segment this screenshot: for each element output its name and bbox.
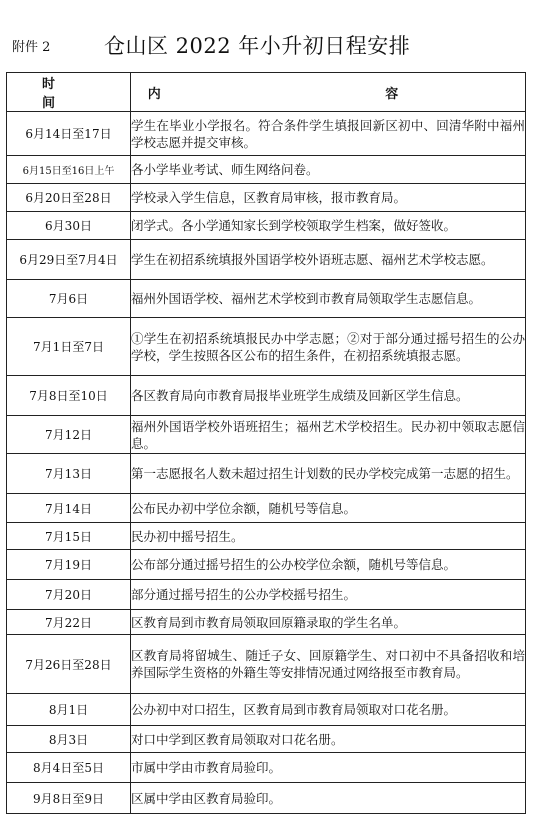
table-row [7, 783, 526, 814]
time-cell: 6月30日 [7, 212, 131, 240]
time-cell: 8月1日 [7, 694, 131, 726]
attachment-label: 附件 2 [12, 40, 51, 55]
content-cell: 福州外国语学校外语班招生；福州艺术学校招生。民办初中领取志愿信息。 [131, 416, 526, 454]
content-column-header: 内 容 [131, 73, 526, 112]
table-row [7, 550, 526, 580]
time-cell: 7月8日至10日 [7, 376, 131, 416]
table-row [7, 112, 526, 156]
table-row [7, 726, 526, 753]
content-cell: 对口中学到区教育局领取对口花名册。 [131, 726, 526, 753]
time-cell: 7月6日 [7, 280, 131, 318]
time-cell: 7月20日 [7, 580, 131, 610]
content-cell: 公布民办初中学位余额，随机号等信息。 [131, 494, 526, 523]
table-row [7, 376, 526, 416]
table-row [7, 494, 526, 523]
time-cell: 6月20日至28日 [7, 184, 131, 212]
table-row [7, 212, 526, 240]
time-cell: 8月3日 [7, 726, 131, 753]
table-row [7, 318, 526, 376]
content-cell: 各小学毕业考试、师生网络问卷。 [131, 156, 526, 184]
content-cell: 公办初中对口招生，区教育局到市教育局领取对口花名册。 [131, 694, 526, 726]
content-cell: ①学生在初招系统填报民办中学志愿；②对于部分通过摇号招生的公办学校，学生按照各区公布的招生条件，在初招系统填报志愿。 [131, 318, 526, 376]
content-cell: 第一志愿报名人数未超过招生计划数的民办学校完成第一志愿的招生。 [131, 454, 526, 494]
table-row [7, 753, 526, 783]
time-cell: 7月12日 [7, 416, 131, 454]
schedule-table [6, 72, 526, 814]
content-cell: 学生在毕业小学报名。符合条件学生填报回新区初中、回清华附中福州学校志愿并提交审核。 [131, 112, 526, 156]
content-cell: 各区教育局向市教育局报毕业班学生成绩及回新区学生信息。 [131, 376, 526, 416]
time-cell: 7月26日至28日 [7, 635, 131, 694]
table-row [7, 635, 526, 694]
content-cell: 区教育局到市教育局领取回原籍录取的学生名单。 [131, 610, 526, 635]
time-cell: 7月13日 [7, 454, 131, 494]
table-header-row [7, 73, 526, 112]
time-cell: 8月4日至5日 [7, 753, 131, 783]
time-cell: 6月14日至17日 [7, 112, 131, 156]
content-cell: 区教育局将留城生、随迁子女、回原籍学生、对口初中不具备招收和培养国际学生资格的外籍生等安排情况通过网络报至市教育局。 [131, 635, 526, 694]
table-row [7, 523, 526, 550]
time-cell: 7月15日 [7, 523, 131, 550]
table-row [7, 280, 526, 318]
content-cell: 公布部分通过摇号招生的公办校学位余额，随机号等信息。 [131, 550, 526, 580]
table-row [7, 454, 526, 494]
document-header [0, 0, 534, 72]
content-cell: 部分通过摇号招生的公办学校摇号招生。 [131, 580, 526, 610]
table-row [7, 416, 526, 454]
time-cell: 7月19日 [7, 550, 131, 580]
page-title: 仓山区 2022 年小升初日程安排 [104, 34, 411, 58]
table-row [7, 610, 526, 635]
table-row [7, 694, 526, 726]
content-cell: 学校录入学生信息，区教育局审核，报市教育局。 [131, 184, 526, 212]
content-cell: 市属中学由市教育局验印。 [131, 753, 526, 783]
content-cell: 区属中学由区教育局验印。 [131, 783, 526, 814]
content-cell: 福州外国语学校、福州艺术学校到市教育局领取学生志愿信息。 [131, 280, 526, 318]
time-cell: 7月14日 [7, 494, 131, 523]
time-cell: 6月15日至16日上午 [7, 156, 131, 184]
time-cell: 9月8日至9日 [7, 783, 131, 814]
table-row [7, 184, 526, 212]
content-cell: 学生在初招系统填报外国语学校外语班志愿、福州艺术学校志愿。 [131, 240, 526, 280]
table-row [7, 156, 526, 184]
table-row [7, 240, 526, 280]
time-cell: 6月29日至7月4日 [7, 240, 131, 280]
content-cell: 闭学式。各小学通知家长到学校领取学生档案，做好签收。 [131, 212, 526, 240]
content-cell: 民办初中摇号招生。 [131, 523, 526, 550]
time-cell: 7月22日 [7, 610, 131, 635]
table-row [7, 580, 526, 610]
time-cell: 7月1日至7日 [7, 318, 131, 376]
time-column-header: 时 间 [7, 73, 131, 112]
